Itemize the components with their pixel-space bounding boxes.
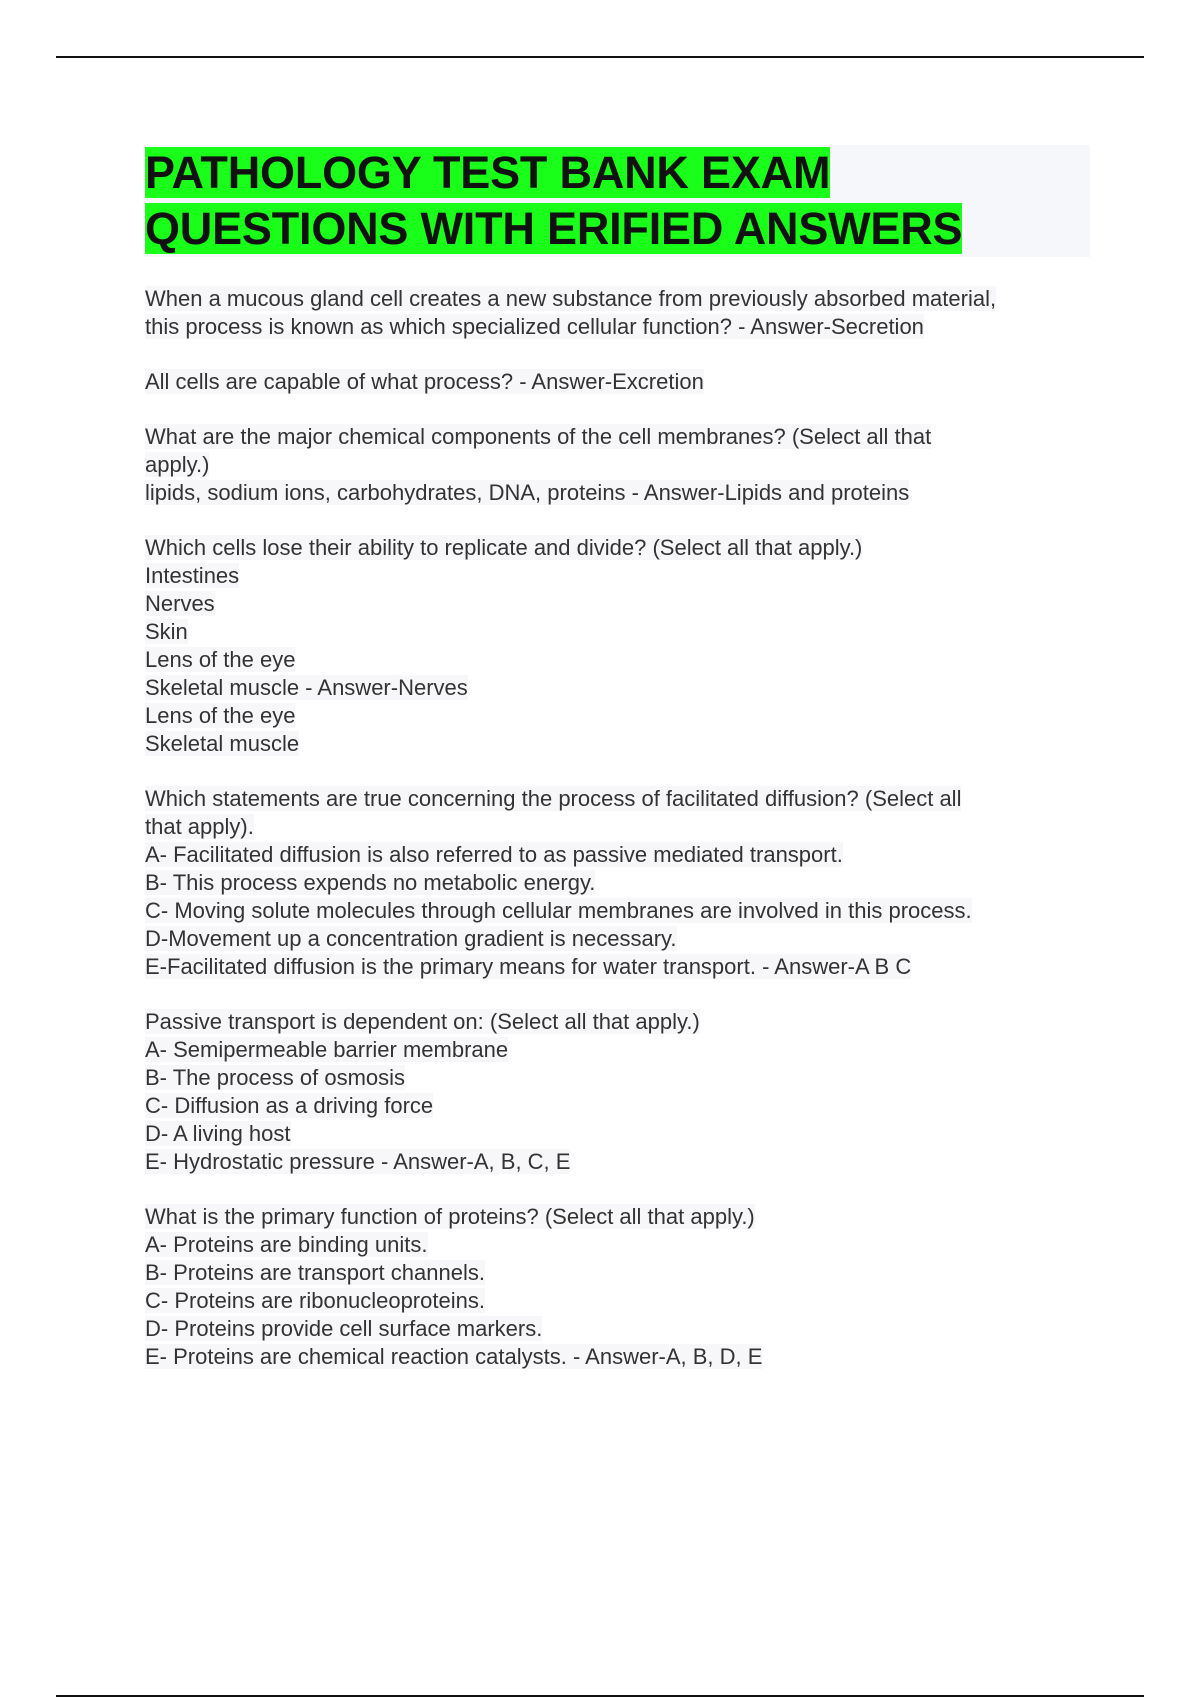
question-line [145,1231,1090,1259]
question-block [145,1008,1090,1176]
question-line-text: D- A living host [145,1121,291,1146]
question-line [145,1036,1090,1064]
question-text [145,285,1090,313]
question-line-text: What is the primary function of proteins? (Select all that apply.) [145,1204,755,1229]
question-line [145,925,1090,953]
question-line [145,953,1090,981]
question-line [145,646,1090,674]
question-line [145,562,1090,590]
question-line-text: C- Diffusion as a driving force [145,1093,434,1118]
question-block [145,1203,1090,1371]
question-line [145,841,1090,869]
question-line-text: D-Movement up a concentration gradient is necessary. [145,926,677,951]
document-title [145,145,1090,257]
question-list [145,285,1090,1371]
question-line [145,1148,1090,1176]
question-line-text: C- Proteins are ribonucleoproteins. [145,1288,485,1313]
question-text [145,423,1090,451]
question-line [145,1315,1090,1343]
question-line [145,479,1090,507]
question-line-text: Skeletal muscle [145,731,300,756]
question-line-text: Which cells lose their ability to replicate and divide? (Select all that apply.) [145,535,863,560]
question-line-text: C- Moving solute molecules through cellular membranes are involved in this process. [145,898,972,923]
question-line [145,869,1090,897]
question-block [145,423,1090,507]
question-text [145,1203,1090,1231]
question-line-text: B- The process of osmosis [145,1065,406,1090]
question-line-text: D- Proteins provide cell surface markers. [145,1316,543,1341]
question-line-text: lipids, sodium ions, carbohydrates, DNA, proteins - Answer-Lipids and proteins [145,480,910,505]
question-line [145,451,1090,479]
question-text [145,1008,1090,1036]
question-line-text: A- Facilitated diffusion is also referred to as passive mediated transport. [145,842,843,867]
question-line-text: When a mucous gland cell creates a new substance from previously absorbed material, [145,286,997,311]
title-line-1: PATHOLOGY TEST BANK EXAM [145,147,831,198]
question-line-text: B- Proteins are transport channels. [145,1260,485,1285]
question-block [145,368,1090,396]
question-text [145,368,1090,396]
question-line-text: All cells are capable of what process? - Answer-Excretion [145,369,704,394]
question-line [145,1064,1090,1092]
question-line-text: E- Hydrostatic pressure - Answer-A, B, C, E [145,1149,571,1174]
question-line-text: Nerves [145,591,215,616]
question-line-text: that apply). [145,814,254,839]
question-block [145,534,1090,758]
question-line [145,730,1090,758]
question-line-text: B- This process expends no metabolic energy. [145,870,596,895]
question-line-text: Which statements are true concerning the process of facilitated diffusion? (Select all [145,786,962,811]
question-block [145,785,1090,981]
question-line-text: A- Semipermeable barrier membrane [145,1037,509,1062]
document-body [145,145,1090,1398]
question-line [145,1259,1090,1287]
question-line [145,618,1090,646]
question-line-text: E- Proteins are chemical reaction catalysts. - Answer-A, B, D, E [145,1344,763,1369]
question-block [145,285,1090,341]
question-line [145,702,1090,730]
question-line-text: Lens of the eye [145,703,296,728]
top-rule [56,56,1144,58]
question-line-text: Lens of the eye [145,647,296,672]
question-line-text: What are the major chemical components of the cell membranes? (Select all that [145,424,932,449]
title-block [145,145,1090,257]
question-line [145,1120,1090,1148]
bottom-rule [56,1695,1144,1697]
question-line-text: E-Facilitated diffusion is the primary means for water transport. - Answer-A B C [145,954,912,979]
question-line [145,1092,1090,1120]
question-line-text: Passive transport is dependent on: (Select all that apply.) [145,1009,700,1034]
question-line-text: Skin [145,619,188,644]
question-line-text: A- Proteins are binding units. [145,1232,428,1257]
question-line-text: Skeletal muscle - Answer-Nerves [145,675,468,700]
question-text [145,534,1090,562]
title-line-2: QUESTIONS WITH ERIFIED ANSWERS [145,203,963,254]
question-line [145,590,1090,618]
question-line [145,813,1090,841]
question-line [145,1287,1090,1315]
question-line [145,313,1090,341]
question-line [145,674,1090,702]
question-text [145,785,1090,813]
question-line [145,1343,1090,1371]
question-line-text: Intestines [145,563,240,588]
question-line-text: this process is known as which specialized cellular function? - Answer-Secretion [145,314,924,339]
question-line [145,897,1090,925]
question-line-text: apply.) [145,452,210,477]
